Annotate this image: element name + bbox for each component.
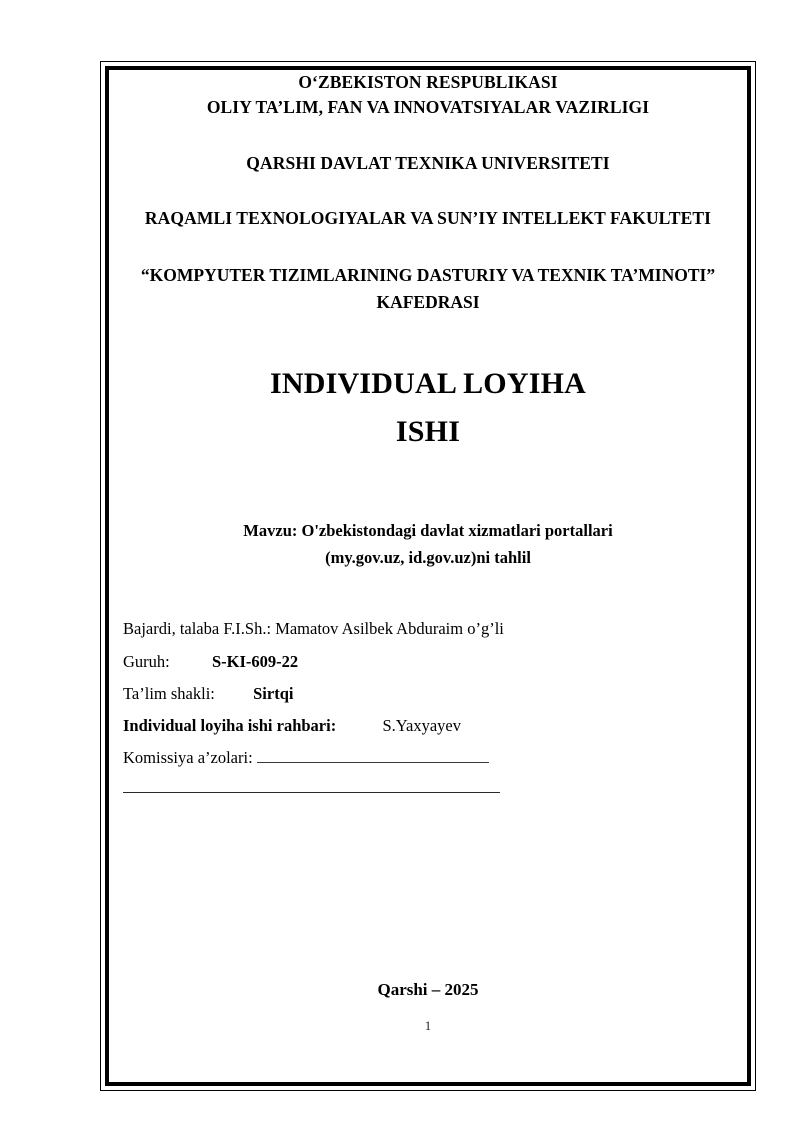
faculty-name: RAQAMLI TEXNOLOGIYALAR VA SUN’IY INTELLEKT FAKULTETI xyxy=(144,208,712,229)
city-year-footer: Qarshi – 2025 xyxy=(377,980,479,999)
supervisor-value: S.Yaxyayev xyxy=(382,715,461,735)
ministry-line-1: OʻZBEKISTON RESPUBLIKASI xyxy=(298,72,558,92)
group-row xyxy=(123,646,733,678)
page-number: 1 xyxy=(424,1019,432,1033)
ministry-line-2: OLIY TA’LIM, FAN VA INNOVATSIYALAR VAZIRLIGI xyxy=(206,97,650,118)
commission-row xyxy=(123,742,733,774)
study-form-row xyxy=(123,678,733,710)
topic-line-2: (my.gov.uz, id.gov.uz)ni tahlil xyxy=(325,547,531,567)
commission-signature-line-2 xyxy=(123,792,500,793)
group-label: Guruh: xyxy=(123,651,170,671)
study-form-label: Ta’lim shakli: xyxy=(123,683,215,703)
department-line-1: “KOMPYUTER TIZIMLARINING DASTURIY VA TEXNIK TA’MINOTI” xyxy=(140,264,716,285)
university-name: QARSHI DAVLAT TEXNIKA UNIVERSITETI xyxy=(246,152,610,173)
student-info-block xyxy=(123,613,733,793)
supervisor-label: Individual loyiha ishi rahbari: xyxy=(123,715,337,735)
spacer-before-topic xyxy=(123,457,733,501)
spacer-before-topic-2 xyxy=(123,501,733,518)
spacer-after-faculty xyxy=(123,232,733,262)
topic-line-1: Mavzu: O'zbekistondagi davlat xizmatlari portallari xyxy=(243,520,613,540)
student-name-text: Bajardi, talaba F.I.Sh.: Mamatov Asilbek Abduraim o’g’li xyxy=(123,619,504,639)
spacer-after-ministry xyxy=(123,121,733,151)
study-form-value: Sirtqi xyxy=(253,683,294,703)
spacer-after-university xyxy=(123,176,733,206)
group-value: S-KI-609-22 xyxy=(212,651,299,671)
department-line-2: KAFEDRASI xyxy=(376,291,480,312)
commission-label: Komissiya a’zolari: xyxy=(123,748,253,768)
title-page-content xyxy=(123,70,733,793)
document-title-line-1: INDIVIDUAL LOYIHA xyxy=(270,366,586,400)
document-title-line-2: ISHI xyxy=(395,415,461,449)
supervisor-row xyxy=(123,710,733,742)
spacer-before-title xyxy=(123,316,733,360)
student-name-row xyxy=(123,613,733,645)
commission-signature-line-1 xyxy=(257,748,489,764)
